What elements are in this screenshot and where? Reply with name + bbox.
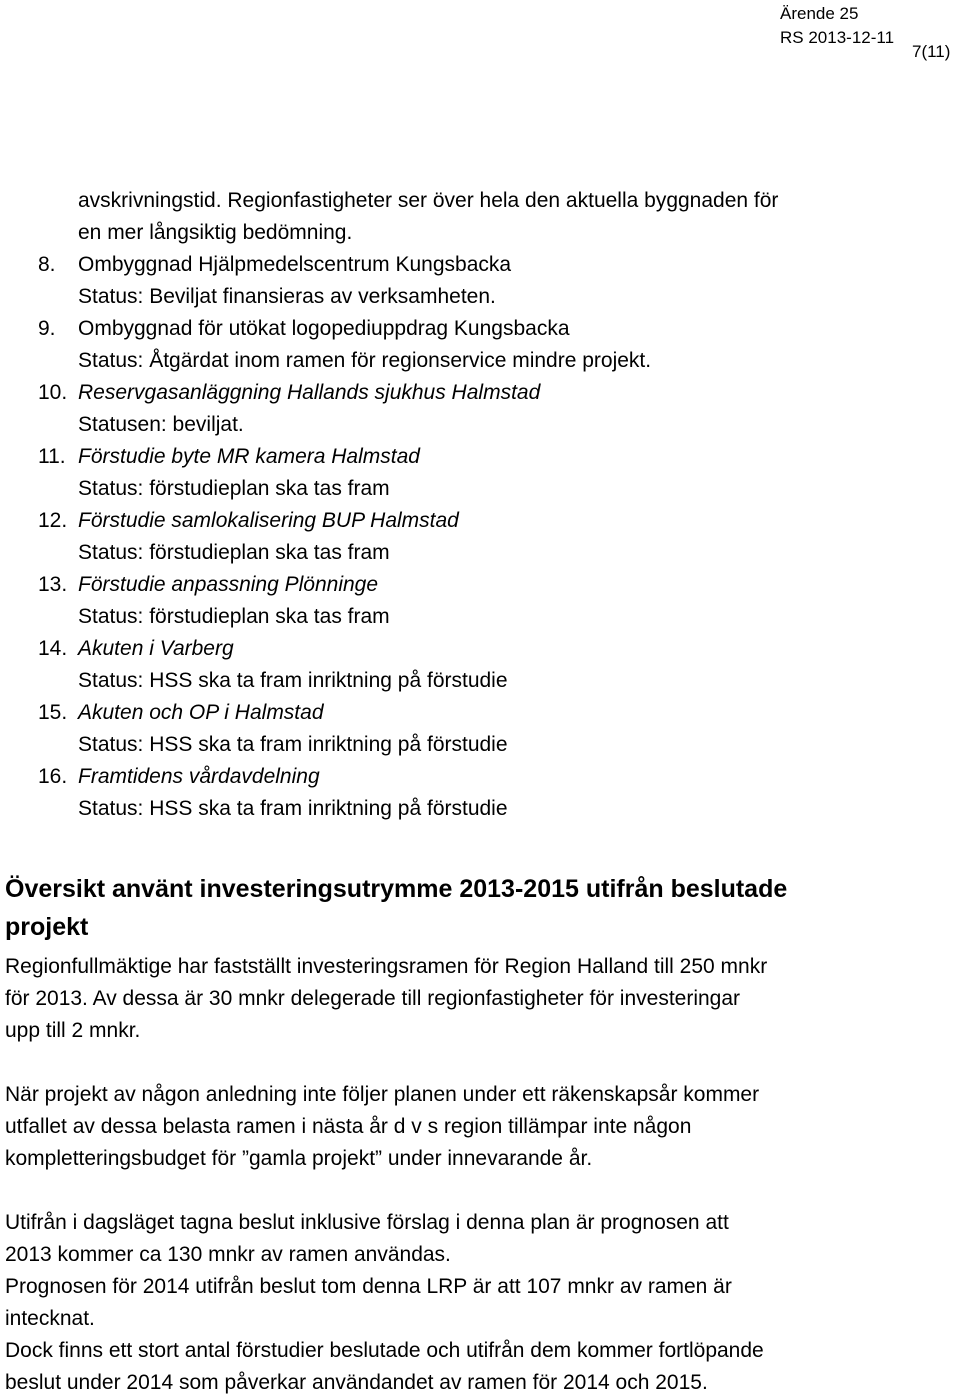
heading-line: Översikt använt investeringsutrymme 2013-2015 utifrån beslutade xyxy=(5,875,788,903)
continuation-line: avskrivningstid. Regionfastigheter ser över hela den aktuella byggnaden för xyxy=(78,189,779,212)
list-item-title xyxy=(0,249,960,281)
list-item-status: Status: förstudieplan ska tas fram xyxy=(78,477,390,500)
project-title: Förstudie anpassning Plönninge xyxy=(78,573,379,596)
meeting-date: RS 2013-12-11 xyxy=(780,28,895,47)
paragraph-line: Utifrån i dagsläget tagna beslut inklusive förslag i denna plan är prognosen att xyxy=(5,1211,729,1234)
section-heading xyxy=(5,870,935,946)
paragraph-forecast-2014 xyxy=(5,1271,935,1335)
list-item-number: 16. xyxy=(38,765,68,788)
paragraph-line: utfallet av dessa belasta ramen i nästa år d v s region tillämpar inte någon xyxy=(5,1115,692,1138)
paragraph-line: När projekt av någon anledning inte följer planen under ett räkenskapsår kommer xyxy=(5,1083,760,1106)
list-item-status: Status: förstudieplan ska tas fram xyxy=(78,541,390,564)
list-item-number: 12. xyxy=(38,509,68,532)
list-item-title xyxy=(0,377,960,409)
list-item-status: Status: förstudieplan ska tas fram xyxy=(78,605,390,628)
paragraph-line: beslut under 2014 som påverkar användandet av ramen för 2014 och 2015. xyxy=(5,1371,708,1394)
project-title: Ombyggnad Hjälpmedelscentrum Kungsbacka xyxy=(78,253,512,276)
list-item-title xyxy=(0,633,960,665)
paragraph-line: upp till 2 mnkr. xyxy=(5,1019,141,1042)
list-item-number: 13. xyxy=(38,573,68,596)
list-item-status: Status: Beviljat finansieras av verksamheten. xyxy=(78,285,496,308)
paragraph-line: kompletteringsbudget för ”gamla projekt” under innevarande år. xyxy=(5,1147,593,1170)
paragraph-investment-frame xyxy=(5,951,935,1047)
paragraph-line: Dock finns ett stort antal förstudier beslutade och utifrån dem kommer fortlöpande xyxy=(5,1339,764,1362)
list-item-title xyxy=(0,761,960,793)
list-item-title xyxy=(0,697,960,729)
paragraph-line: för 2013. Av dessa är 30 mnkr delegerade till regionfastigheter för investeringar xyxy=(5,987,741,1010)
list-item-number: 10. xyxy=(38,381,68,404)
list-item-status: Status: HSS ska ta fram inriktning på förstudie xyxy=(78,797,508,820)
list-item-title xyxy=(0,569,960,601)
paragraph-line: Regionfullmäktige har fastställt investeringsramen för Region Halland till 250 mnkr xyxy=(5,955,768,978)
paragraph-forecast-2013 xyxy=(5,1207,935,1271)
project-title: Framtidens vårdavdelning xyxy=(78,765,320,788)
list-item-title xyxy=(0,505,960,537)
project-title: Reservgasanläggning Hallands sjukhus Halmstad xyxy=(78,381,541,404)
project-title: Förstudie samlokalisering BUP Halmstad xyxy=(78,509,459,532)
list-item-number: 8. xyxy=(38,253,56,276)
project-title: Akuten i Varberg xyxy=(78,637,234,660)
list-item-number: 14. xyxy=(38,637,68,660)
list-item-status: Status: Åtgärdat inom ramen för regionservice mindre projekt. xyxy=(78,349,652,372)
page-header xyxy=(0,0,960,80)
paragraph-line: Prognosen för 2014 utifrån beslut tom denna LRP är att 107 mnkr av ramen är xyxy=(5,1275,732,1298)
paragraph-prestudies xyxy=(5,1335,935,1399)
list-item-title xyxy=(0,313,960,345)
heading-line: projekt xyxy=(5,913,89,941)
list-item-number: 11. xyxy=(38,445,66,468)
paragraph-line: 2013 kommer ca 130 mnkr av ramen användas. xyxy=(5,1243,451,1266)
list-item-number: 9. xyxy=(38,317,56,340)
case-number: Ärende 25 xyxy=(780,4,859,23)
list-item-number: 15. xyxy=(38,701,68,724)
paragraph-project-delays xyxy=(5,1079,935,1175)
project-title: Akuten och OP i Halmstad xyxy=(78,701,324,724)
list-item-status: Status: HSS ska ta fram inriktning på förstudie xyxy=(78,669,508,692)
project-title: Förstudie byte MR kamera Halmstad xyxy=(78,445,420,468)
paragraph-line: intecknat. xyxy=(5,1307,95,1330)
project-title: Ombyggnad för utökat logopediuppdrag Kungsbacka xyxy=(78,317,570,340)
continuation-line: en mer långsiktig bedömning. xyxy=(78,221,353,244)
page-number: 7(11) xyxy=(912,42,951,61)
list-item-status: Statusen: beviljat. xyxy=(78,413,244,436)
list-item-title xyxy=(0,441,960,473)
project-list xyxy=(0,185,960,825)
list-item-status: Status: HSS ska ta fram inriktning på förstudie xyxy=(78,733,508,756)
